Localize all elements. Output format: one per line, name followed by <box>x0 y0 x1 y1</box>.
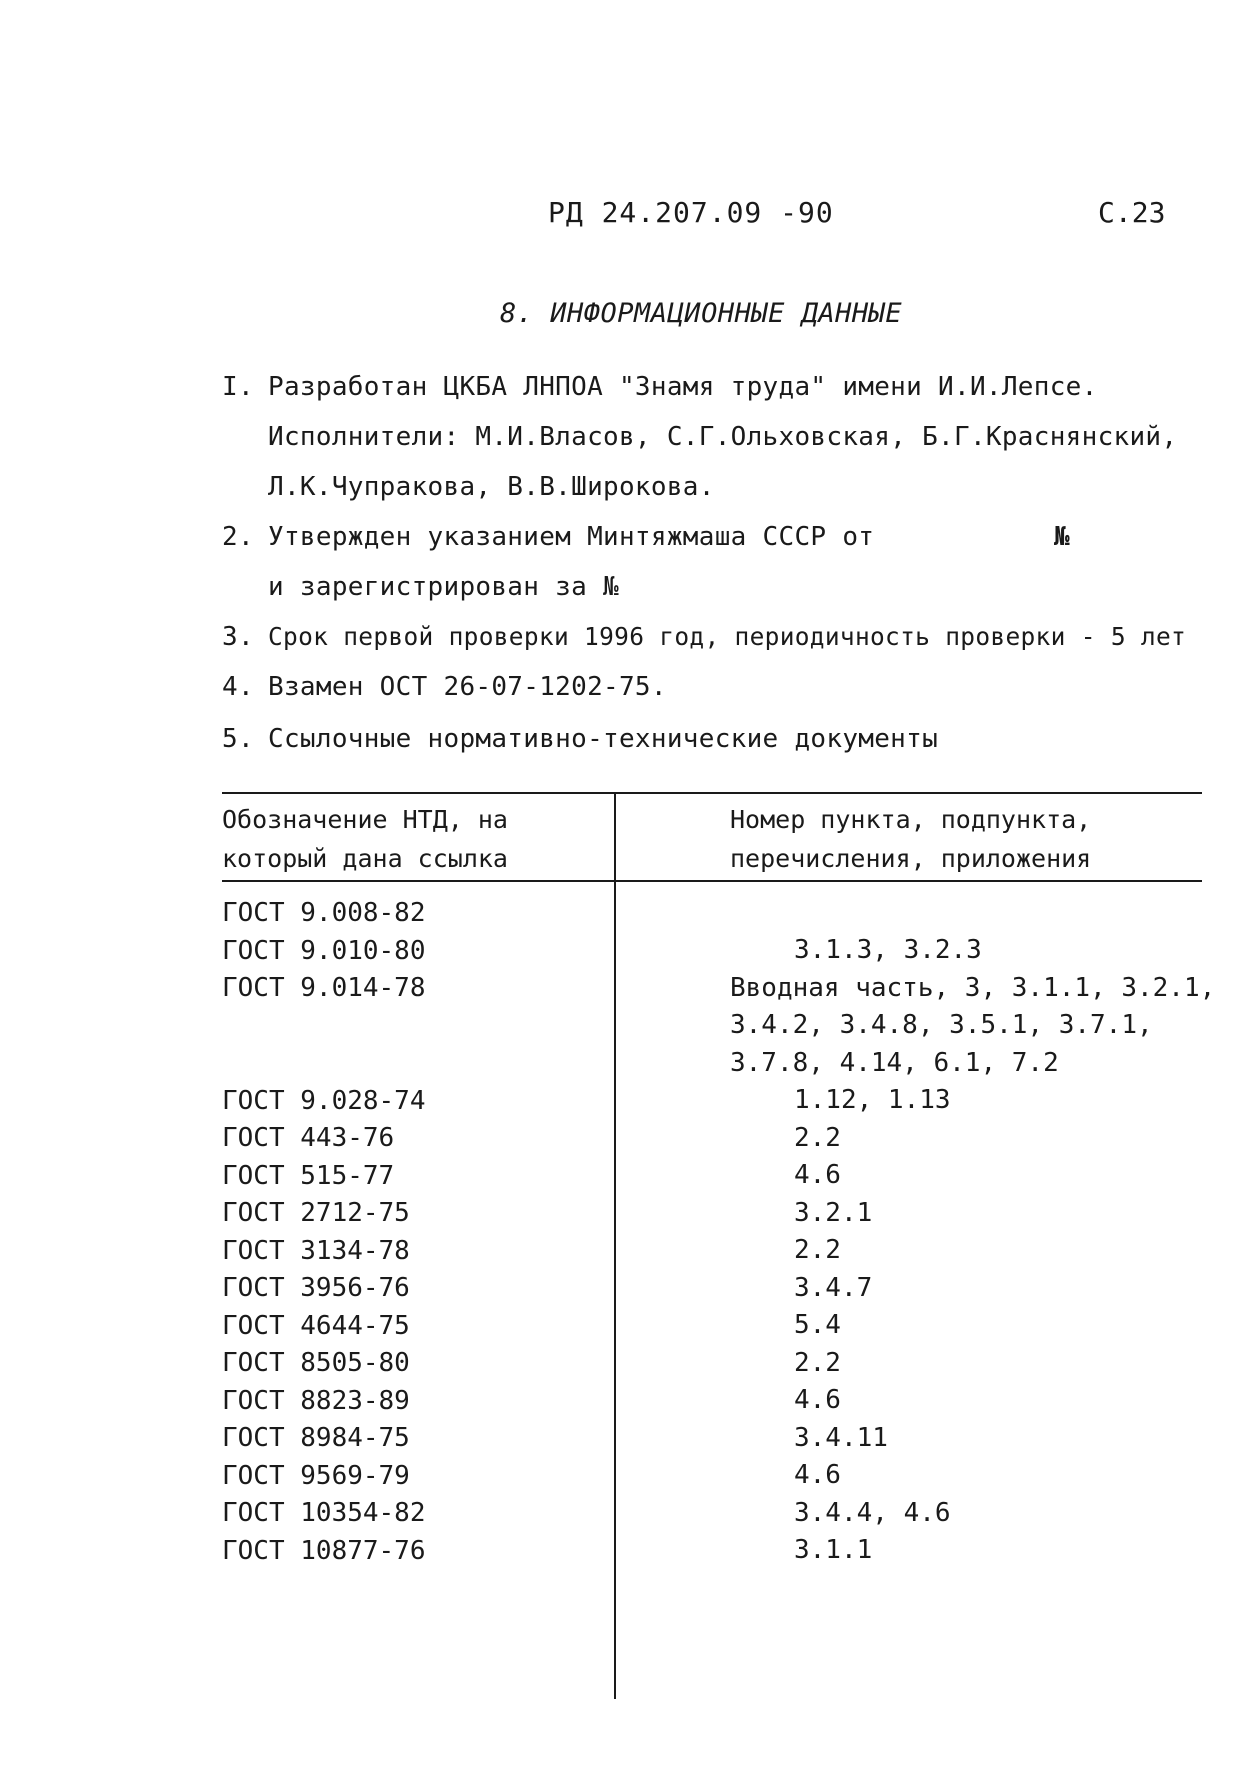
header-line: который дана ссылка <box>222 844 508 873</box>
table-cell-ntd: ГОСТ 10354-82 <box>222 1498 426 1528</box>
item-1-line-3: Л.К.Чупракова, В.В.Широкова. <box>268 472 715 502</box>
table-cell-ref: 1.12, 1.13 <box>794 1085 951 1115</box>
item-3-line-1 <box>222 622 1186 652</box>
table-header-ntd <box>222 800 508 878</box>
header-line: Обозначение НТД, на <box>222 805 508 834</box>
table-cell-ref: 3.1.1 <box>794 1535 873 1565</box>
table-cell-ntd: ГОСТ 8984-75 <box>222 1423 410 1453</box>
table-cell-ntd: ГОСТ 4644-75 <box>222 1310 410 1341</box>
table-cell-ref: 3.4.11 <box>794 1422 888 1453</box>
item-2-line-2: и зарегистрирован за № <box>268 572 619 602</box>
item-1-line-1 <box>222 372 1098 402</box>
table-cell-ntd: ГОСТ 443-76 <box>222 1123 395 1153</box>
table-cell-ntd: ГОСТ 10877-76 <box>222 1535 426 1566</box>
table-cell-ntd: ГОСТ 3956-76 <box>222 1273 410 1303</box>
table-cell-ref: 3.7.8, 4.14, 6.1, 7.2 <box>730 1047 1059 1078</box>
table-cell-ref: 3.4.2, 3.4.8, 3.5.1, 3.7.1, <box>730 1010 1153 1040</box>
item-1-line-2: Исполнители: М.И.Власов, С.Г.Ольховская, Б.Г.Краснянский, <box>268 422 1178 452</box>
item-text: Срок первой проверки 1996 год, периодичность проверки - 5 лет <box>268 622 1187 651</box>
table-cell-ref: 5.4 <box>794 1310 841 1340</box>
table-column-divider <box>614 794 616 1699</box>
table-cell-ref: 4.6 <box>794 1160 841 1190</box>
table-cell-ntd: ГОСТ 9569-79 <box>222 1460 410 1491</box>
table-cell-ntd: ГОСТ 8823-89 <box>222 1385 410 1416</box>
table-cell-ntd: ГОСТ 9.014-78 <box>222 973 426 1003</box>
table-cell-ref: 4.6 <box>794 1385 841 1415</box>
table-cell-ref: 4.6 <box>794 1460 841 1490</box>
table-cell-ref: 2.2 <box>794 1235 841 1265</box>
table-cell-ntd: ГОСТ 3134-78 <box>222 1235 410 1266</box>
item-number: 5. <box>222 724 254 754</box>
table-column-ref <box>730 932 1230 1570</box>
item-2-line-1 <box>222 522 874 552</box>
table-cell-ref: 3.1.3, 3.2.3 <box>794 935 982 965</box>
item-text: Ссылочные нормативно-технические документы <box>268 724 939 754</box>
table-spacer <box>222 1008 602 1046</box>
item-number: I. <box>222 372 254 402</box>
item-text: Разработан ЦКБА ЛНПОА "Знамя труда" имени И.И.Лепсе. <box>268 372 1098 402</box>
table-cell-ntd: ГОСТ 9.008-82 <box>222 898 426 928</box>
table-cell-ntd: ГОСТ 2712-75 <box>222 1198 410 1228</box>
number-sign: № <box>1054 522 1070 552</box>
table-cell-ref: 3.2.1 <box>794 1197 873 1228</box>
item-number: 4. <box>222 672 254 702</box>
document-code: РД 24.207.09 -90 <box>548 196 834 229</box>
item-5-line-1 <box>222 724 938 754</box>
table-column-ntd <box>222 895 602 1570</box>
item-text: Взамен ОСТ 26-07-1202-75. <box>268 672 667 702</box>
item-text: Утвержден указанием Минтяжмаша СССР от <box>268 522 875 552</box>
header-line: Номер пункта, подпункта, <box>730 805 1092 834</box>
table-top-rule <box>222 792 1202 794</box>
page-number: С.23 <box>1098 196 1166 229</box>
table-cell-ntd: ГОСТ 9.010-80 <box>222 935 426 966</box>
header-line: перечисления, приложения <box>730 844 1092 873</box>
table-cell-ref: 3.4.7 <box>794 1272 873 1303</box>
table-cell-ref: Вводная часть, 3, 3.1.1, 3.2.1, <box>730 972 1216 1003</box>
table-cell-ntd: ГОСТ 515-77 <box>222 1160 395 1191</box>
item-number: 3. <box>222 622 254 652</box>
table-cell-ref: 2.2 <box>794 1122 841 1153</box>
item-4-line-1 <box>222 672 667 702</box>
table-cell-ref: 2.2 <box>794 1347 841 1378</box>
table-cell-ntd: ГОСТ 8505-80 <box>222 1348 410 1378</box>
table-spacer <box>222 1045 602 1083</box>
section-title: 8. ИНФОРМАЦИОННЫЕ ДАННЫЕ <box>500 298 903 329</box>
table-cell-ntd: ГОСТ 9.028-74 <box>222 1085 426 1116</box>
table-header-ref <box>730 800 1091 878</box>
table-cell-ref: 3.4.4, 4.6 <box>794 1497 951 1528</box>
item-number: 2. <box>222 522 254 552</box>
table-header-rule <box>222 880 1202 882</box>
